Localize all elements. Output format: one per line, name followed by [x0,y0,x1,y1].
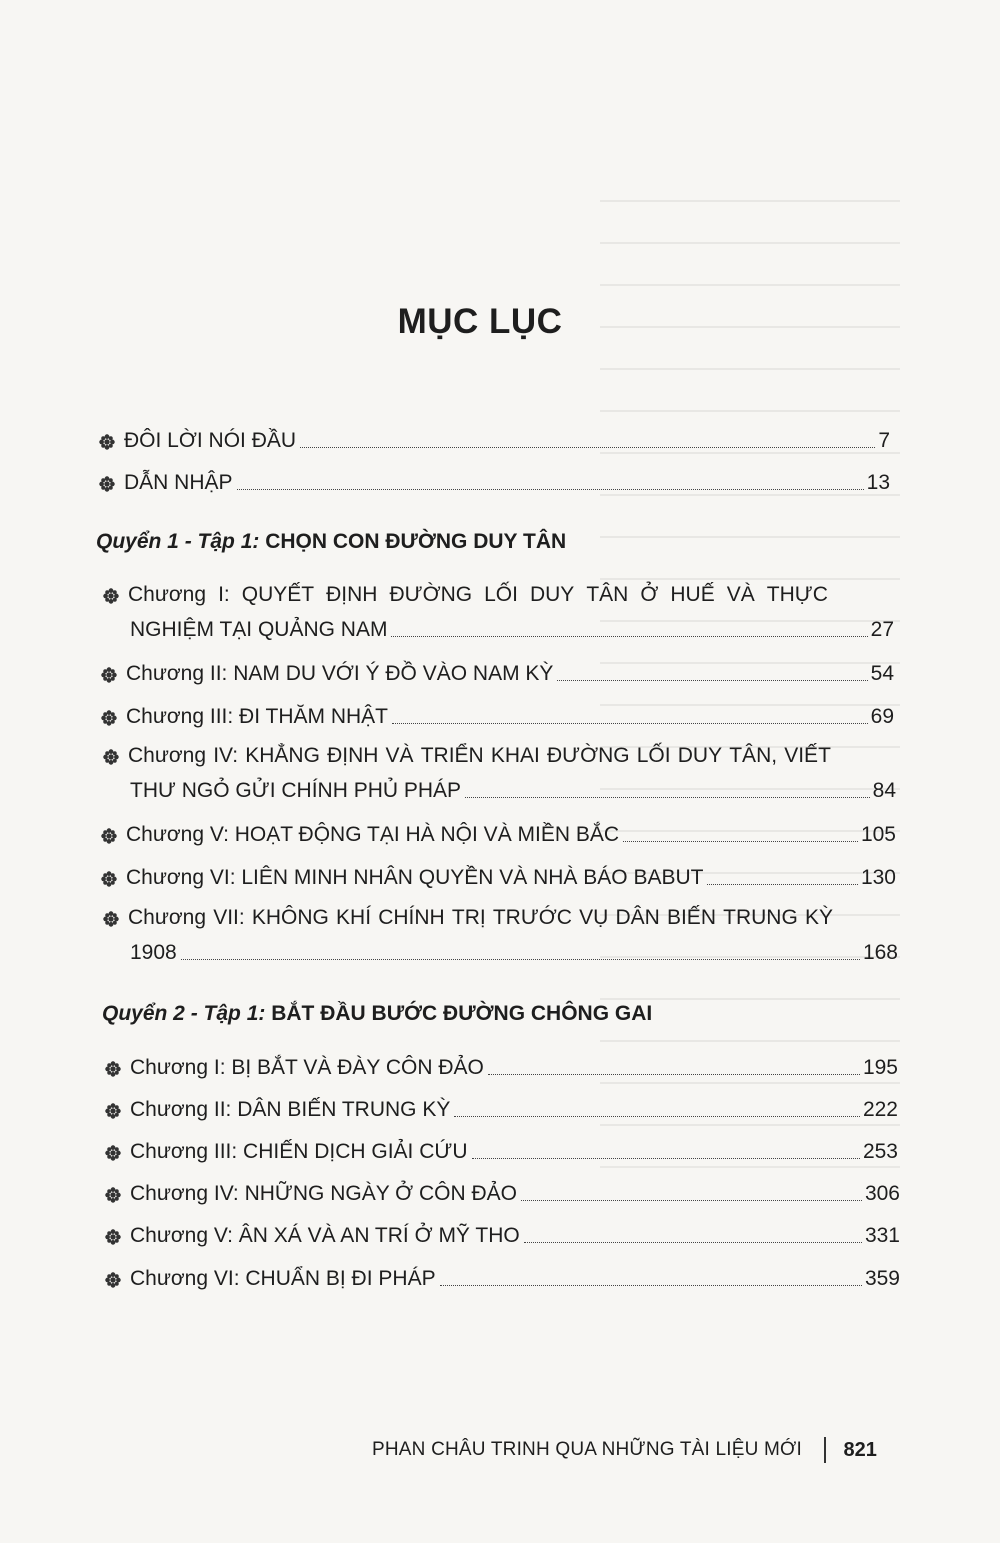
toc-page-number: 84 [872,779,896,802]
toc-page-number: 253 [862,1140,898,1163]
toc-entry-label: ĐÔI LỜI NÓI ĐẦU [124,429,297,452]
toc-entry-chapter[interactable] [100,661,894,687]
toc-entry-label-cont: NGHIỆM TẠI QUẢNG NAM [130,618,388,641]
leader-dots [472,1158,860,1159]
toc-entry-chapter[interactable] [102,743,896,804]
toc-entry-label: Chương II: NAM DU VỚI Ý ĐỒ VÀO NAM KỲ [126,662,554,685]
volume-name: BẮT ĐẦU BƯỚC ĐƯỜNG CHÔNG GAI [271,1002,653,1025]
leader-dots [237,489,864,490]
leader-dots [300,447,875,448]
toc-page-number: 27 [870,618,894,641]
leader-dots [440,1285,862,1286]
flower-bullet-icon [104,1186,122,1204]
toc-entry-chapter[interactable] [104,1181,900,1207]
toc-page-number: 195 [862,1056,898,1079]
toc-entry-label: DẪN NHẬP [124,471,233,494]
flower-bullet-icon [104,1228,122,1246]
toc-entry-chapter[interactable] [100,822,896,848]
page-footer [372,1437,902,1463]
leader-dots [488,1074,860,1075]
toc-entry-label: Chương V: ÂN XÁ VÀ AN TRÍ Ở MỸ THO [130,1224,520,1247]
flower-bullet-icon [102,748,120,766]
flower-bullet-icon [98,433,116,451]
toc-entry-label: Chương IV: NHỮNG NGÀY Ở CÔN ĐẢO [130,1182,518,1205]
toc-entry-chapter[interactable] [104,1266,900,1292]
flower-bullet-icon [100,870,118,888]
leader-dots [391,636,867,637]
toc-page-number: 331 [864,1224,900,1247]
toc-entry-chapter[interactable] [100,704,894,730]
flower-bullet-icon [100,827,118,845]
toc-page-number: 168 [862,941,898,964]
toc-page-number: 7 [878,429,890,452]
toc-page-number: 69 [870,705,894,728]
leader-dots [524,1242,862,1243]
flower-bullet-icon [98,475,116,493]
toc-entry-label: Chương IV: KHẲNG ĐỊNH VÀ TRIỂN KHAI ĐƯỜNG LỐI DUY TÂN, VIẾT [128,744,831,767]
toc-page-number: 13 [866,471,890,494]
toc-page-number: 359 [864,1267,900,1290]
leader-dots [392,723,868,724]
toc-entry-foreword[interactable] [98,428,890,454]
toc-entry-label: Chương III: ĐI THĂM NHẬT [126,705,388,728]
section-heading-volume-1 [96,530,566,554]
leader-dots [465,797,870,798]
toc-entry-label: Chương V: HOẠT ĐỘNG TẠI HÀ NỘI VÀ MIỀN BẮC [126,823,620,846]
toc-page-number: 105 [860,823,896,846]
toc-entry-chapter[interactable] [104,1139,898,1165]
toc-entry-label: Chương II: DÂN BIẾN TRUNG KỲ [130,1098,451,1121]
leader-dots [521,1200,862,1201]
toc-entry-label: Chương VI: CHUẨN BỊ ĐI PHÁP [130,1267,436,1290]
running-title: PHAN CHÂU TRINH QUA NHỮNG TÀI LIỆU MỚI [372,1439,803,1460]
toc-entry-label: Chương VI: LIÊN MINH NHÂN QUYỀN VÀ NHÀ BÁO BABUT [126,866,704,889]
toc-entry-label: Chương I: QUYẾT ĐỊNH ĐƯỜNG LỐI DUY TÂN Ở HUẾ VÀ THỰC [128,583,828,606]
flower-bullet-icon [102,587,120,605]
flower-bullet-icon [100,666,118,684]
section-heading-volume-2 [102,1002,652,1026]
flower-bullet-icon [104,1271,122,1289]
toc-entry-label: Chương I: BỊ BẮT VÀ ĐÀY CÔN ĐẢO [130,1056,484,1079]
footer-divider [824,1437,826,1463]
toc-entry-label: Chương III: CHIẾN DỊCH GIẢI CỨU [130,1140,468,1163]
toc-entry-chapter[interactable] [100,865,896,891]
toc-entry-label-cont: THƯ NGỎ GỬI CHÍNH PHỦ PHÁP [130,779,462,802]
page-number: 821 [843,1438,877,1461]
volume-number: Quyển 1 - Tập 1: [96,530,260,553]
leader-dots [623,841,858,842]
volume-name: CHỌN CON ĐƯỜNG DUY TÂN [265,530,567,553]
toc-entry-chapter[interactable] [104,1223,900,1249]
toc-entry-label-cont: 1908 [130,941,177,964]
toc-page-number: 222 [862,1098,898,1121]
page-title: MỤC LỤC [397,302,563,341]
volume-number: Quyển 2 - Tập 1: [102,1002,266,1025]
flower-bullet-icon [100,709,118,727]
leader-dots [181,959,860,960]
toc-page-number: 130 [860,866,896,889]
leader-dots [557,680,867,681]
flower-bullet-icon [102,910,120,928]
toc-entry-label: Chương VII: KHÔNG KHÍ CHÍNH TRỊ TRƯỚC VỤ DÂN BIẾN TRUNG KỲ [128,906,833,929]
toc-entry-chapter[interactable] [104,1055,898,1081]
leader-dots [454,1116,860,1117]
flower-bullet-icon [104,1144,122,1162]
toc-entry-introduction[interactable] [98,470,890,496]
toc-page-number: 54 [870,662,894,685]
toc-entry-chapter[interactable] [102,905,898,966]
flower-bullet-icon [104,1102,122,1120]
toc-entry-chapter[interactable] [102,582,894,643]
leader-dots [707,884,857,885]
toc-entry-chapter[interactable] [104,1097,898,1123]
flower-bullet-icon [104,1060,122,1078]
toc-page-number: 306 [864,1182,900,1205]
